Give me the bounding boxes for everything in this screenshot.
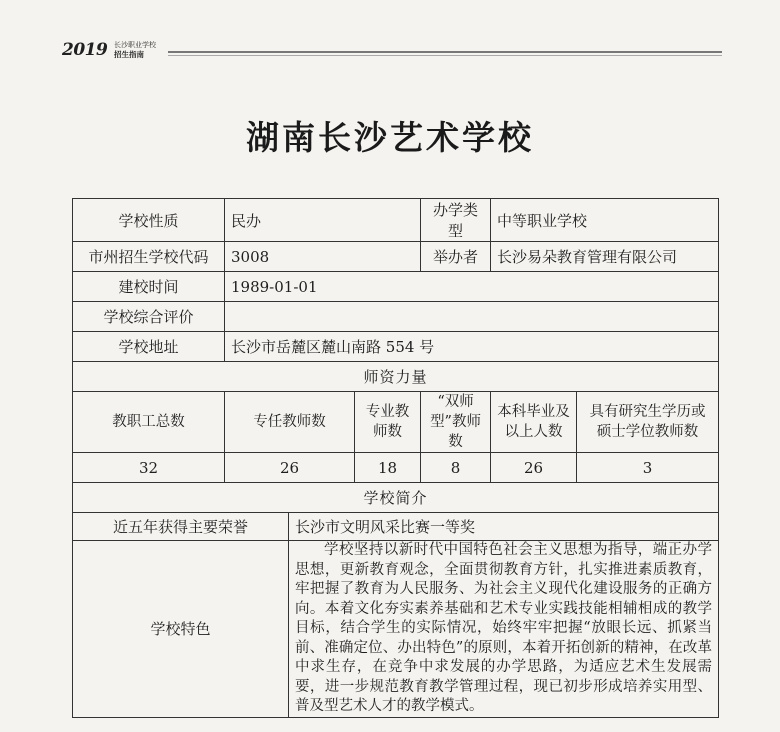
address-value: 长沙市岳麓区麓山南路 554 号 — [225, 332, 719, 362]
page-header — [62, 40, 722, 62]
row-faculty-headers — [73, 392, 719, 453]
rating-label: 学校综合评价 — [73, 302, 225, 332]
type-value: 中等职业学校 — [491, 199, 719, 242]
row-faculty-title — [73, 362, 719, 392]
row-founded — [73, 272, 719, 302]
faculty-value-dual: 8 — [421, 453, 491, 483]
code-label: 市州招生学校代码 — [73, 242, 225, 272]
faculty-section-title: 师资力量 — [73, 362, 719, 392]
row-faculty-values — [73, 453, 719, 483]
faculty-header-total: 教职工总数 — [73, 392, 225, 453]
page-title: 湖南长沙艺术学校 — [246, 118, 534, 157]
faculty-header-dual: “双师型”教师数 — [421, 392, 491, 453]
founded-label: 建校时间 — [73, 272, 225, 302]
faculty-header-bachelor: 本科毕业及以上人数 — [491, 392, 577, 453]
row-feature — [73, 541, 719, 718]
type-label: 办学类型 — [421, 199, 491, 242]
header-rule — [168, 51, 722, 53]
intro-section-title: 学校简介 — [73, 483, 719, 513]
row-intro-title — [73, 483, 719, 513]
header-line2: 招生指南 — [114, 50, 144, 59]
honor-label: 近五年获得主要荣誉 — [73, 513, 289, 541]
feature-label: 学校特色 — [73, 541, 289, 718]
nature-value: 民办 — [225, 199, 421, 242]
faculty-value-fulltime: 26 — [225, 453, 355, 483]
row-rating — [73, 302, 719, 332]
founded-value: 1989-01-01 — [225, 272, 719, 302]
faculty-value-graduate: 3 — [577, 453, 719, 483]
header-line1: 长沙职业学校 — [114, 41, 156, 49]
faculty-value-specialty: 18 — [355, 453, 421, 483]
sponsor-value: 长沙易朵教育管理有限公司 — [491, 242, 719, 272]
faculty-value-bachelor: 26 — [491, 453, 577, 483]
nature-label: 学校性质 — [73, 199, 225, 242]
row-honor — [73, 513, 719, 541]
rating-value — [225, 302, 719, 332]
honor-value: 长沙市文明风采比赛一等奖 — [289, 513, 719, 541]
address-label: 学校地址 — [73, 332, 225, 362]
faculty-header-graduate: 具有研究生学历或硕士学位教师数 — [577, 392, 719, 453]
faculty-header-fulltime: 专任教师数 — [225, 392, 355, 453]
faculty-value-total: 32 — [73, 453, 225, 483]
header-subtitle — [114, 41, 156, 59]
row-code — [73, 242, 719, 272]
school-info-table — [72, 198, 719, 718]
row-address — [73, 332, 719, 362]
feature-text: 学校坚持以新时代中国特色社会主义思想为指导，端正办学思想，更新教育观念，全面贯彻教育方针，扎实推进素质教育，牢把握了教育为人民服务、为社会主义现代化建设服务的正确方向。本着文化夯实素养基础和艺术专业实践技能相辅相成的教学目标，结合学生的实际情况，始终牢牢把握“放眼长远、抓紧当前、准确定位、办出特色”的原则，本着开拓创新的精神，在改革中求生存，在竞争中求发展的办学思路，为适应艺术生发展需要，进一步规范教育教学管理过程，现已初步形成培养实用型、普及型艺术人才的教学模式。 — [289, 541, 719, 718]
code-value: 3008 — [225, 242, 421, 272]
sponsor-label: 举办者 — [421, 242, 491, 272]
faculty-header-specialty: 专业教师数 — [355, 392, 421, 453]
header-year: 2019 — [62, 40, 108, 60]
row-nature — [73, 199, 719, 242]
